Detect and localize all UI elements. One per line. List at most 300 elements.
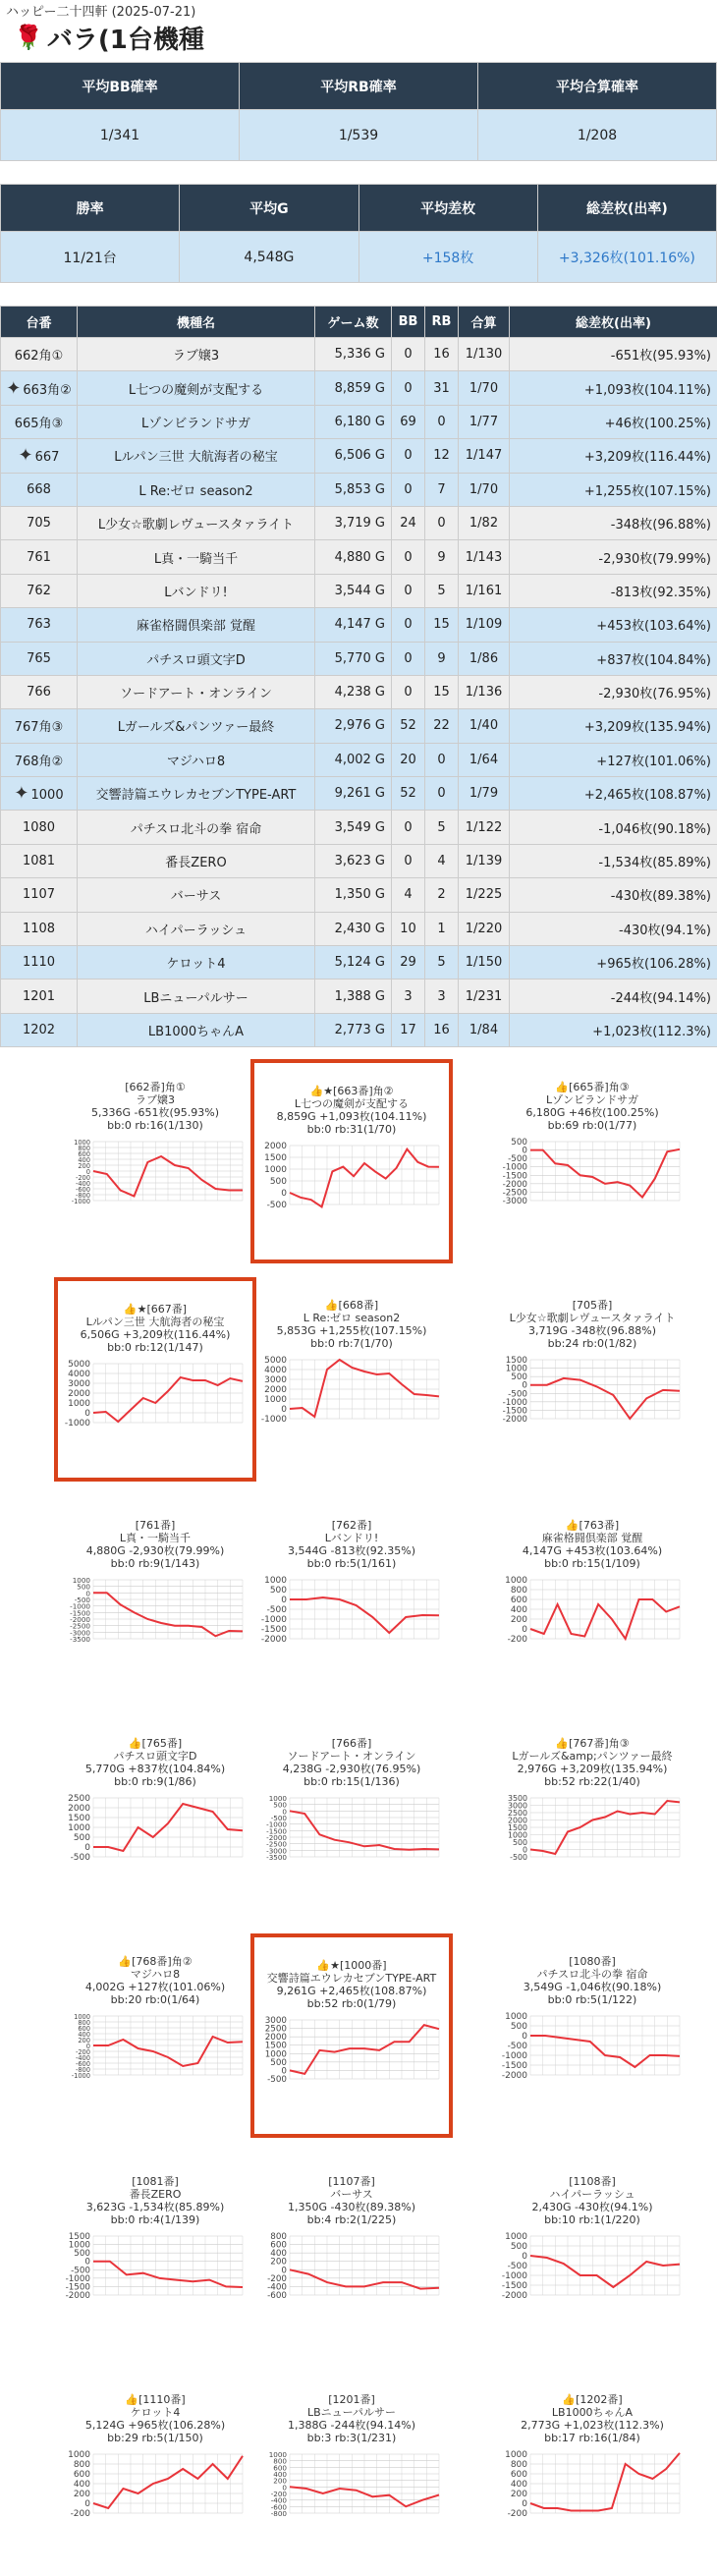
machine-name [78, 506, 315, 539]
y-tick-label: 800 [78, 2019, 90, 2027]
table-row [1, 439, 717, 473]
machine-chart-card [54, 1715, 256, 1920]
y-tick-label: 0 [84, 2499, 90, 2509]
avg-games-value: 4,548G [180, 232, 358, 283]
chart-number-text: [766番] [332, 1737, 372, 1750]
bb-count [392, 743, 425, 776]
machine-name [78, 743, 315, 776]
y-tick-label: -500 [508, 1389, 527, 1399]
machine-number-text: 1000 [31, 788, 64, 803]
col-rb: RB [425, 307, 459, 338]
bb-count [392, 608, 425, 642]
rb-count [425, 608, 459, 642]
y-tick-label: 500 [513, 1838, 527, 1847]
chart-number-text: [1108番] [569, 2175, 616, 2188]
rb-count [425, 574, 459, 607]
y-tick-label: 2000 [68, 1389, 90, 1399]
machine-number-text: 766 [27, 685, 51, 700]
total-prob [459, 1013, 510, 1046]
game-count-text: 3,623 G [335, 854, 385, 868]
sparkle-icon: ✦ [14, 783, 28, 804]
y-tick-label: 500 [511, 2242, 527, 2252]
total-prob [459, 574, 510, 607]
machine-name [78, 338, 315, 371]
y-tick-label: 500 [511, 2022, 527, 2032]
y-tick-label: -200 [76, 2048, 90, 2056]
machine-name-text: L七つの魔剣が支配する [129, 383, 263, 398]
table-row [1, 540, 717, 574]
chart-label-l2: ケロット4 [54, 2406, 256, 2419]
machine-name [78, 878, 315, 912]
rb-count [425, 912, 459, 945]
machine-chart-card [250, 1715, 453, 1920]
game-count [315, 574, 392, 607]
chart-label-l4: bb:0 rb:15(1/109) [491, 1557, 693, 1570]
machine-name [78, 574, 315, 607]
y-tick-label: -500 [267, 1201, 288, 1210]
y-tick-label: 3000 [508, 1802, 527, 1811]
machine-number [1, 709, 78, 743]
chart-label-l2: ラブ嬢3 [54, 1093, 256, 1106]
thumbs-up-icon: 👍 [124, 1303, 138, 1316]
chart-label-number [491, 2175, 693, 2188]
y-tick-label: 2500 [68, 1794, 90, 1804]
y-tick-label: 4000 [264, 1366, 287, 1375]
line-chart [62, 1794, 248, 1863]
chart-label-number [254, 1085, 449, 1097]
y-tick-label: -500 [71, 1853, 91, 1863]
bb-count-text: 24 [400, 516, 416, 531]
y-tick-label: 0 [522, 1147, 527, 1156]
line-chart [62, 2450, 248, 2519]
y-tick-label: 600 [511, 1596, 527, 1605]
col-bb: BB [392, 307, 425, 338]
machine-number [1, 608, 78, 642]
bb-count [392, 844, 425, 877]
line-chart [62, 1360, 248, 1428]
game-count [315, 946, 392, 980]
game-count [315, 439, 392, 473]
chart-number-text: ★[1000番] [330, 1959, 386, 1972]
total-prob [459, 811, 510, 844]
chart-label-l3: 3,549G -1,046枚(90.18%) [491, 1981, 693, 1993]
chart-number-text: [767番]角③ [569, 1737, 629, 1750]
chart-label-number [491, 2393, 693, 2406]
thumbs-up-icon: 👍 [566, 1519, 579, 1532]
page-title [0, 18, 717, 57]
chart-number-text: [765番] [142, 1737, 183, 1750]
total-diff [510, 709, 717, 743]
rb-count-text: 16 [433, 1023, 450, 1037]
machine-name-text: ケロット4 [166, 957, 225, 972]
y-tick-label: 3000 [264, 1375, 287, 1385]
chart-label-l3: 1,350G -430枚(89.38%) [250, 2201, 453, 2213]
avg-bb-value: 1/341 [1, 110, 240, 161]
machine-number-text: 1108 [23, 922, 55, 936]
y-tick-label: -1500 [266, 1827, 287, 1836]
chart-label-number [54, 2393, 256, 2406]
game-count [315, 709, 392, 743]
total-diff [510, 1013, 717, 1046]
y-tick-label: -3500 [70, 1635, 90, 1644]
chart-label-l3: 5,124G +965枚(106.28%) [54, 2419, 256, 2432]
y-tick-label: 0 [281, 2067, 287, 2077]
total-diff [510, 473, 717, 506]
machine-name [78, 709, 315, 743]
chart-label-l2: Lルパン三世 大航海者の秘宝 [58, 1316, 252, 1328]
avg-diff-header: 平均差枚 [358, 185, 537, 232]
bb-count [392, 338, 425, 371]
chart-label-l2: 交響詩篇エウレカセブンTYPE-ART [254, 1972, 449, 1985]
machine-number-text: 762 [27, 584, 51, 598]
chart-label-l2: LBニューパルサー [250, 2406, 453, 2419]
y-tick-label: 1000 [69, 2241, 90, 2251]
rb-count [425, 439, 459, 473]
chart-label-number [250, 1299, 453, 1312]
game-count-text: 1,350 G [335, 887, 385, 902]
y-tick-label: 500 [511, 1372, 527, 1382]
thumbs-up-icon: 👍 [129, 1737, 142, 1750]
machine-chart-card [54, 1933, 256, 2138]
chart-label-l2: パチスロ北斗の拳 宿命 [491, 1968, 693, 1981]
total-prob [459, 912, 510, 945]
rb-count [425, 371, 459, 405]
chart-label-l4: bb:0 rb:31(1/70) [254, 1123, 449, 1136]
chart-label-l3: 6,506G +3,209枚(116.44%) [58, 1328, 252, 1341]
machine-chart-card [250, 1277, 453, 1482]
thumbs-up-icon: 👍 [125, 2393, 138, 2406]
chart-number-text: [1201番] [328, 2393, 375, 2406]
chart-label-l4: bb:17 rb:16(1/84) [491, 2432, 693, 2444]
chart-label-l3: 9,261G +2,465枚(108.87%) [254, 1985, 449, 1997]
table-row [1, 473, 717, 506]
machine-name-text: ハイパーラッシュ [145, 924, 247, 938]
chart-label-l3: 3,544G -813枚(92.35%) [250, 1544, 453, 1557]
machine-number [1, 777, 78, 811]
total-diff [510, 439, 717, 473]
y-tick-label: -500 [267, 2075, 287, 2085]
y-tick-label: -1500 [502, 2281, 527, 2291]
chart-label-l4: bb:0 rb:4(1/139) [54, 2213, 256, 2226]
total-prob-text: 1/150 [466, 955, 502, 970]
chart-label-l4: bb:0 rb:16(1/130) [54, 1119, 256, 1132]
machine-name-text: ソードアート・オンライン [120, 687, 272, 701]
line-chart [258, 2016, 445, 2085]
game-count-text: 2,773 G [335, 1023, 385, 1037]
y-tick-label: 2000 [264, 1142, 287, 1151]
machine-number-text: 662角① [15, 349, 63, 364]
y-tick-label: 500 [74, 2249, 90, 2259]
y-tick-label: -3500 [266, 1853, 287, 1862]
game-count-text: 6,506 G [335, 448, 385, 463]
total-prob-text: 1/220 [466, 922, 502, 936]
total-prob [459, 878, 510, 912]
total-diff [510, 743, 717, 776]
game-count [315, 980, 392, 1013]
chart-label-l3: 2,773G +1,023枚(112.3%) [491, 2419, 693, 2432]
chart-label-number [250, 1737, 453, 1750]
machine-name [78, 1013, 315, 1046]
machine-name [78, 371, 315, 405]
y-tick-label: 600 [78, 1150, 90, 1158]
machine-name [78, 642, 315, 675]
machine-name [78, 777, 315, 811]
line-chart [258, 2232, 445, 2301]
line-chart [258, 1794, 445, 1863]
machine-name-text: マジハロ8 [167, 755, 225, 769]
total-prob [459, 675, 510, 708]
rb-count-text: 0 [437, 415, 445, 429]
chart-label-l4: bb:20 rb:0(1/64) [54, 1993, 256, 2006]
total-diff [510, 608, 717, 642]
col-number: 台番 [1, 307, 78, 338]
y-tick-label: -2000 [503, 1180, 527, 1190]
rb-count-text: 5 [437, 955, 445, 970]
chart-label-l4: bb:0 rb:9(1/86) [54, 1775, 256, 1788]
col-machine: 機種名 [78, 307, 315, 338]
avg-games-header: 平均G [180, 185, 358, 232]
y-tick-label: 400 [270, 2249, 287, 2259]
machine-chart-card [250, 2154, 453, 2358]
y-tick-label: 1000 [264, 1165, 287, 1175]
bb-count [392, 540, 425, 574]
machine-name-text: 番長ZERO [165, 856, 226, 870]
total-prob-text: 1/86 [469, 651, 498, 666]
y-tick-label: -1000 [266, 1820, 287, 1829]
y-tick-label: 1000 [264, 1576, 287, 1586]
y-tick-label: 1000 [68, 2450, 90, 2460]
y-tick-label: 2500 [265, 2025, 287, 2035]
y-tick-label: -2000 [261, 1635, 287, 1645]
bb-count-text: 0 [404, 820, 412, 835]
y-tick-label: 200 [74, 2490, 90, 2499]
table-row [1, 371, 717, 405]
total-diff [510, 844, 717, 877]
total-diff-text: +127枚(101.06%) [596, 755, 711, 769]
total-prob [459, 540, 510, 574]
rb-count [425, 777, 459, 811]
y-tick-label: 800 [78, 1145, 90, 1152]
y-tick-label: 5000 [68, 1360, 90, 1370]
machine-number [1, 912, 78, 945]
y-tick-label: 600 [511, 2470, 527, 2480]
machine-number-text: 765 [27, 651, 51, 666]
y-tick-label: -500 [75, 1596, 91, 1604]
chart-number-text: [1081番] [132, 2175, 179, 2188]
total-diff-text: +46枚(100.25%) [605, 417, 711, 431]
chart-label-number [54, 1081, 256, 1093]
machine-number-text: 1110 [23, 955, 55, 970]
y-tick-label: 500 [270, 1177, 287, 1187]
total-prob [459, 439, 510, 473]
y-tick-label: 5000 [264, 1356, 287, 1366]
avg-bb-header: 平均BB確率 [1, 63, 240, 110]
game-count [315, 844, 392, 877]
machine-number [1, 878, 78, 912]
machine-number [1, 675, 78, 708]
col-games: ゲーム数 [315, 307, 392, 338]
y-tick-label: 400 [511, 2480, 527, 2490]
chart-label-l2: 麻雀格闘倶楽部 覚醒 [491, 1532, 693, 1544]
chart-label-l3: 4,147G +453枚(103.64%) [491, 1544, 693, 1557]
game-count-text: 2,430 G [335, 922, 385, 936]
machine-number [1, 946, 78, 980]
machine-name [78, 811, 315, 844]
rb-count [425, 405, 459, 438]
machine-chart-card [491, 1497, 693, 1702]
y-tick-label: 0 [281, 1596, 287, 1605]
total-diff-text: -2,930枚(76.95%) [598, 687, 711, 701]
y-tick-label: -1000 [72, 1198, 90, 1205]
machine-number-text: 767角③ [15, 720, 63, 735]
y-tick-label: 0 [84, 2258, 90, 2268]
bb-count-text: 0 [404, 550, 412, 565]
rb-count-text: 9 [437, 550, 445, 565]
rb-count [425, 540, 459, 574]
total-diff-text: +1,255枚(107.15%) [584, 484, 711, 499]
bb-count-text: 0 [404, 685, 412, 700]
total-prob-text: 1/77 [469, 415, 498, 429]
thumbs-up-icon: 👍 [316, 1959, 330, 1972]
y-tick-label: 0 [522, 1381, 527, 1391]
total-diff-header: 総差枚(出率) [537, 185, 716, 232]
y-tick-label: -400 [76, 1180, 90, 1188]
bb-count [392, 811, 425, 844]
machine-name-text: Lガールズ&パンツァー最終 [118, 720, 275, 735]
page-title-text: バラ(1台機種 [47, 20, 204, 56]
machine-chart-card [54, 2154, 256, 2358]
rb-count-text: 0 [437, 786, 445, 801]
rb-count [425, 878, 459, 912]
rb-count-text: 7 [437, 482, 445, 497]
table-row [1, 980, 717, 1013]
machine-name-text: LBニューパルサー [143, 991, 248, 1006]
chart-label-number [250, 1519, 453, 1532]
rb-count [425, 811, 459, 844]
table-row [1, 709, 717, 743]
line-chart [62, 2012, 248, 2081]
game-count [315, 608, 392, 642]
rb-count [425, 743, 459, 776]
avg-total-value: 1/208 [478, 110, 717, 161]
total-diff-text: +965枚(106.28%) [596, 957, 711, 972]
rb-count [425, 338, 459, 371]
total-diff-text: -651枚(95.93%) [611, 349, 711, 364]
machine-number [1, 540, 78, 574]
line-chart [499, 1138, 686, 1206]
thumbs-up-icon: 👍 [325, 1299, 339, 1312]
total-diff-text: -430枚(94.1%) [619, 924, 711, 938]
y-tick-label: 2000 [264, 1385, 287, 1395]
game-count [315, 506, 392, 539]
y-tick-label: -2000 [502, 2291, 527, 2301]
total-diff [510, 946, 717, 980]
chart-number-text: [662番]角① [125, 1081, 185, 1093]
total-diff-text: +2,465枚(108.87%) [584, 788, 711, 803]
rb-count [425, 844, 459, 877]
total-diff [510, 642, 717, 675]
game-count [315, 811, 392, 844]
total-diff [510, 675, 717, 708]
game-count-text: 4,880 G [335, 550, 385, 565]
bb-count [392, 709, 425, 743]
table-row [1, 743, 717, 776]
y-tick-label: -1500 [503, 1171, 527, 1181]
y-tick-label: -1000 [503, 1398, 527, 1408]
game-count-text: 8,859 G [335, 381, 385, 396]
line-chart [499, 2450, 686, 2519]
bb-count-text: 0 [404, 482, 412, 497]
total-prob-text: 1/79 [469, 786, 498, 801]
line-chart [258, 1576, 445, 1645]
y-tick-label: -200 [508, 2509, 528, 2519]
y-tick-label: 500 [273, 1801, 287, 1810]
machine-number-text: 1202 [23, 1023, 55, 1037]
chart-label-l2: Lゾンビランドサガ [491, 1093, 693, 1106]
y-tick-label: 1000 [74, 1139, 90, 1147]
y-tick-label: 4000 [68, 1370, 90, 1379]
y-tick-label: -2500 [70, 1622, 90, 1631]
table-row [1, 506, 717, 539]
bb-count-text: 0 [404, 381, 412, 396]
rb-count-text: 0 [437, 516, 445, 531]
rb-count [425, 506, 459, 539]
bb-count-text: 0 [404, 347, 412, 362]
machine-name [78, 844, 315, 877]
chart-label-number [54, 1955, 256, 1968]
machine-name-text: 麻雀格闘倶楽部 覚醒 [137, 619, 255, 634]
total-diff-text: +453枚(103.64%) [596, 619, 711, 634]
sparkle-icon: ✦ [6, 378, 21, 399]
rb-count [425, 473, 459, 506]
total-diff-text: -1,534枚(85.89%) [598, 856, 711, 870]
y-tick-label: -1000 [65, 1419, 90, 1428]
machine-chart-card [250, 1059, 453, 1263]
y-tick-label: -3000 [503, 1197, 527, 1206]
machine-number [1, 811, 78, 844]
y-tick-label: -1500 [66, 2283, 90, 2293]
chart-label-l4: bb:0 rb:15(1/136) [250, 1775, 453, 1788]
machine-chart-card [491, 2154, 693, 2358]
machine-chart-card [491, 2372, 693, 2576]
chart-label-l4: bb:0 rb:9(1/143) [54, 1557, 256, 1570]
machine-number-text: 1081 [23, 854, 55, 868]
machine-number-text: 663角② [23, 383, 71, 398]
chart-label-l4: bb:10 rb:1(1/220) [491, 2213, 693, 2226]
bb-count [392, 574, 425, 607]
total-diff-text: -430枚(89.38%) [611, 889, 711, 904]
rb-count-text: 9 [437, 651, 445, 666]
y-tick-label: -2500 [503, 1189, 527, 1199]
y-tick-label: 0 [522, 2032, 527, 2042]
y-tick-label: 1000 [68, 1823, 90, 1833]
chart-label-number [250, 2175, 453, 2188]
machine-chart-card [491, 1059, 693, 1263]
chart-label-l2: Lバンドリ! [250, 1532, 453, 1544]
chart-grid [0, 1059, 717, 2454]
total-diff-text: -813枚(92.35%) [611, 586, 711, 600]
total-diff-text: -244枚(94.14%) [611, 991, 711, 1006]
machine-name-text: 交響詩篇エウレカセブンTYPE-ART [96, 788, 297, 803]
bb-count [392, 912, 425, 945]
y-tick-label: 800 [273, 2457, 287, 2466]
total-diff-text: -2,930枚(79.99%) [598, 552, 711, 567]
y-tick-label: 0 [523, 1846, 527, 1855]
total-prob [459, 473, 510, 506]
chart-label-l3: 4,238G -2,930枚(76.95%) [250, 1763, 453, 1775]
total-prob-text: 1/139 [466, 854, 502, 868]
y-tick-label: 1000 [68, 1399, 90, 1409]
